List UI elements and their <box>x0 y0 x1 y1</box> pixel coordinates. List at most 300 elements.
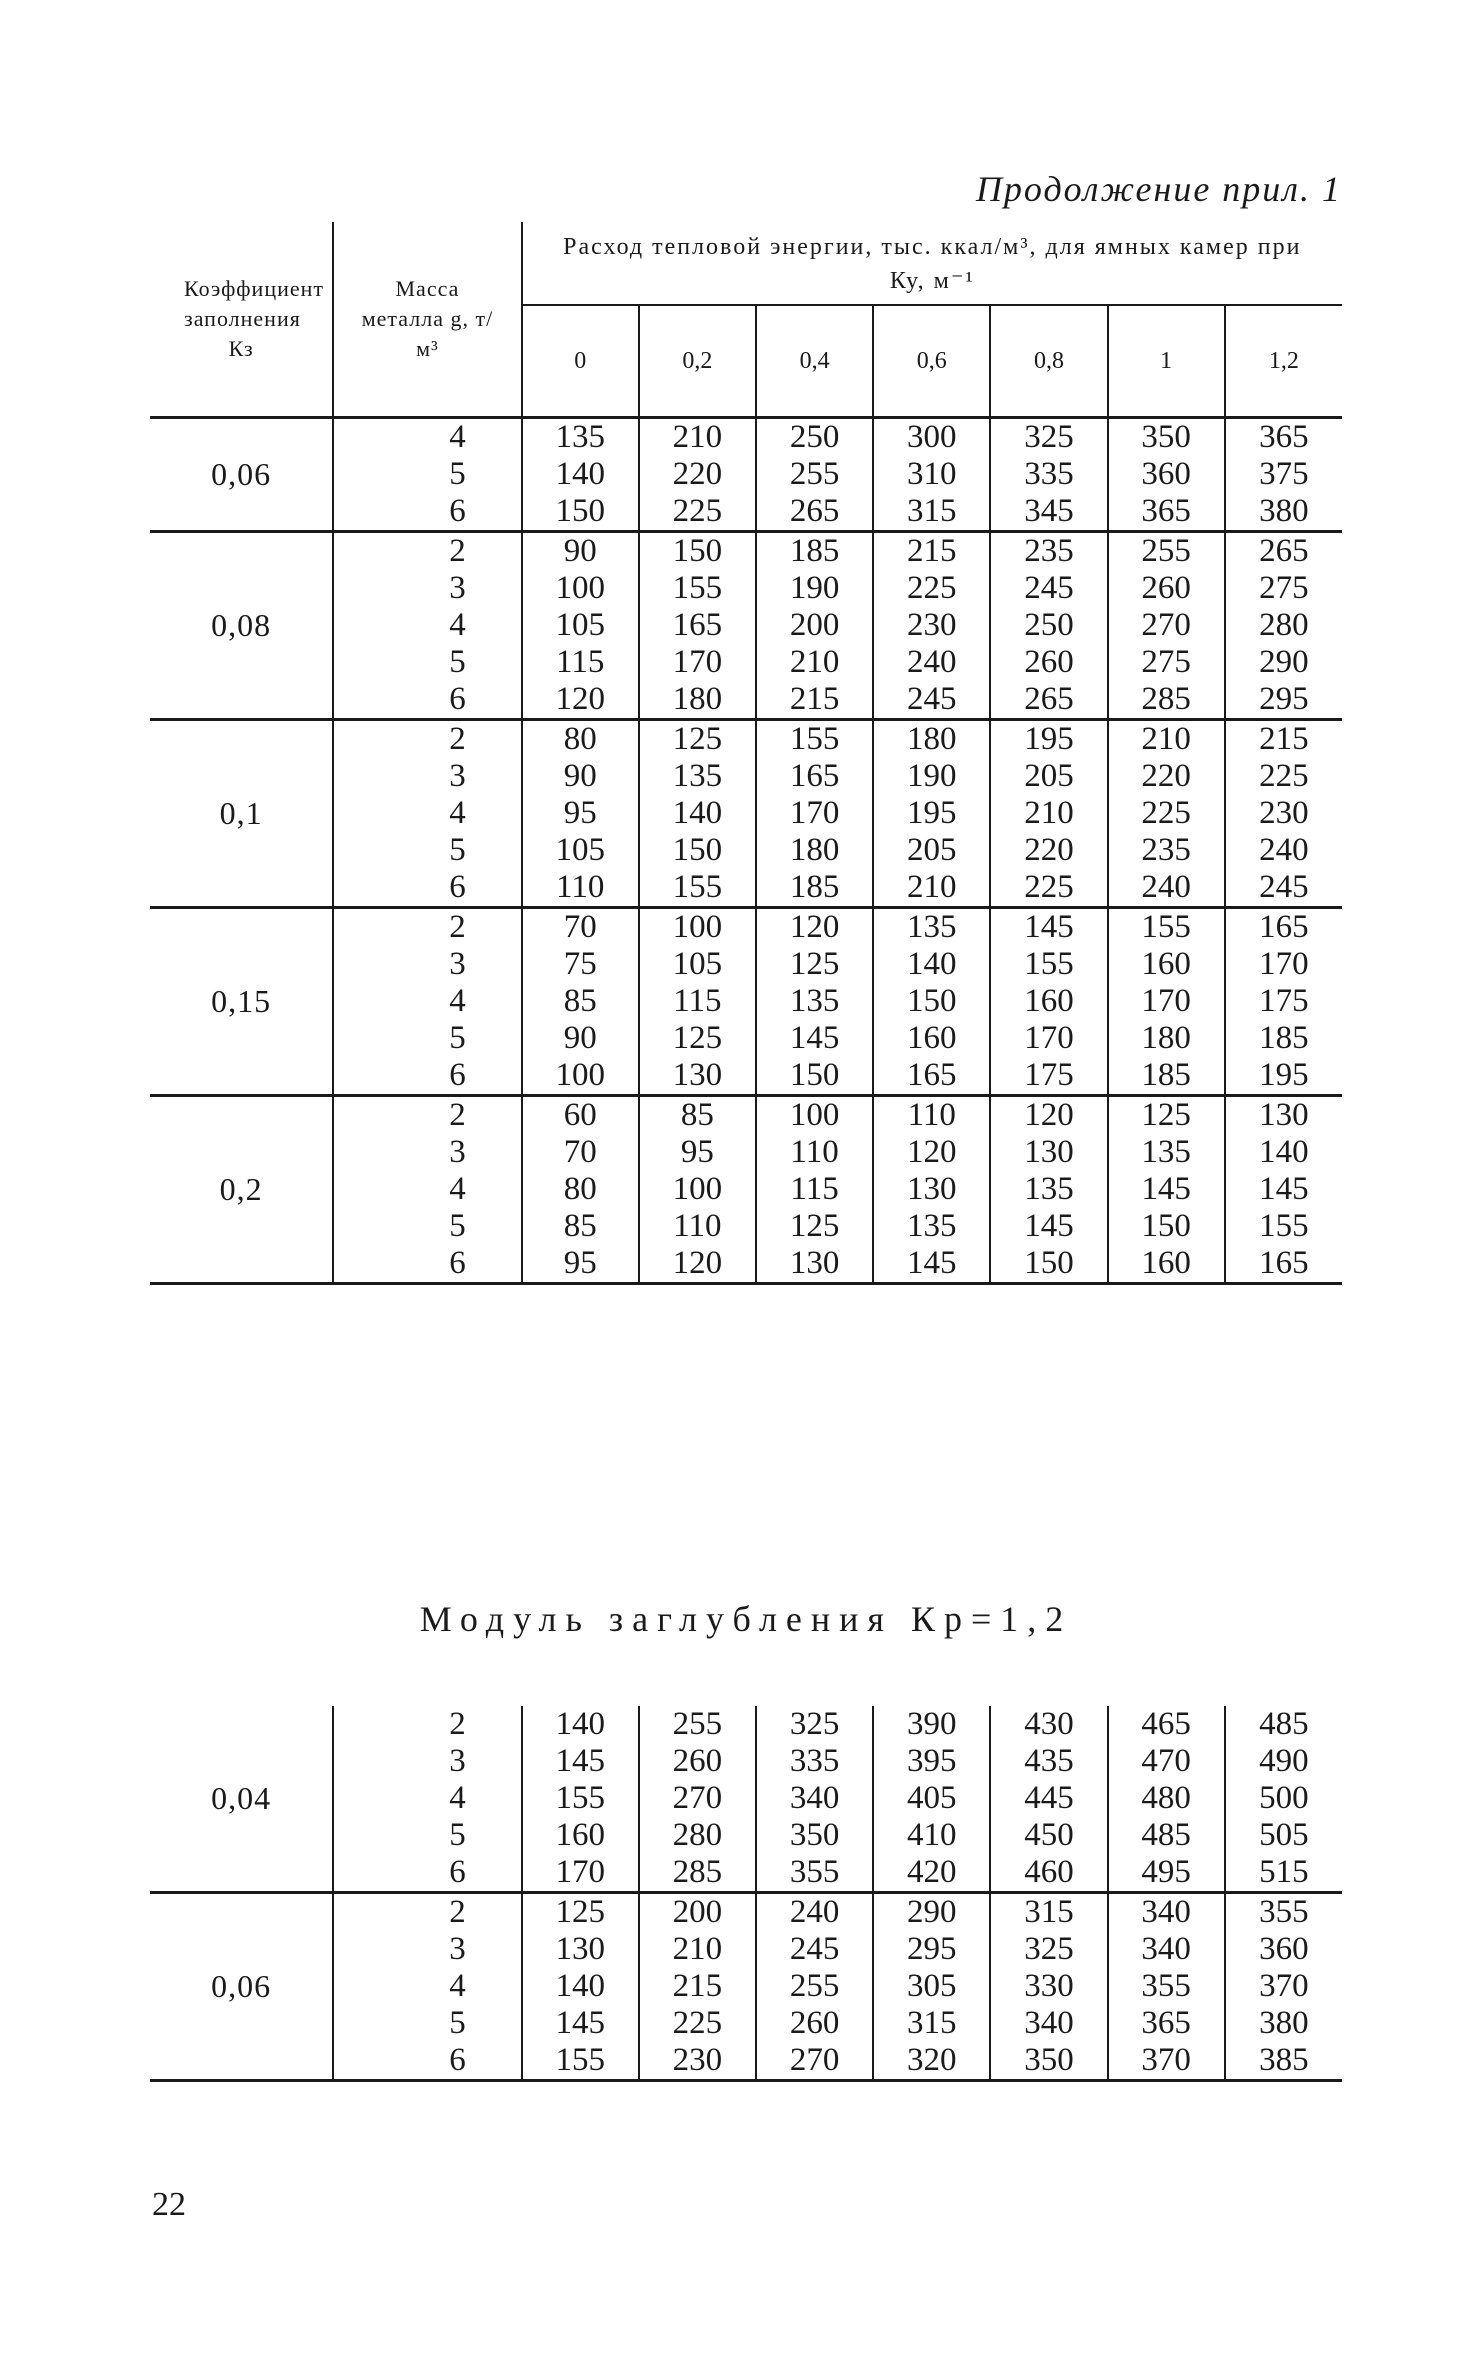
heat-value: 240 <box>1259 832 1309 868</box>
heat-value: 70 <box>563 909 597 945</box>
continuation-caption: Продолжение прил. 1 <box>975 169 1342 209</box>
heat-value: 430 <box>1024 1706 1074 1742</box>
heat-value: 225 <box>1259 758 1309 794</box>
heat-value: 135 <box>1141 1134 1191 1170</box>
heat-value: 260 <box>1141 570 1191 606</box>
heat-value-cell <box>1108 532 1225 720</box>
heat-value: 245 <box>1259 869 1309 905</box>
heat-value: 90 <box>563 758 597 794</box>
fill-coefficient-header: Коэффициент заполнения Кз <box>150 222 333 418</box>
heat-value-cell <box>1108 1706 1225 1893</box>
heat-value: 75 <box>563 946 597 982</box>
metal-mass-cell <box>333 1893 521 2081</box>
heat-value-cell <box>639 1893 756 2081</box>
heat-value: 80 <box>563 721 597 757</box>
ky-header-cell: 0,4 <box>756 306 873 418</box>
metal-mass-value: 6 <box>449 1245 466 1281</box>
heat-value: 495 <box>1141 1854 1191 1890</box>
heat-value: 330 <box>1024 1968 1074 2004</box>
heat-value: 140 <box>1259 1134 1309 1170</box>
heat-value: 505 <box>1259 1817 1309 1853</box>
heat-value: 120 <box>555 681 605 717</box>
heat-value: 155 <box>555 1780 605 1816</box>
heat-value-cell <box>990 720 1107 908</box>
heat-value: 125 <box>672 1020 723 1056</box>
heat-value: 435 <box>1024 1743 1074 1779</box>
heat-value: 160 <box>555 1817 605 1853</box>
heat-value: 125 <box>672 721 723 757</box>
heat-value: 245 <box>907 681 957 717</box>
metal-mass-value: 2 <box>449 533 466 569</box>
metal-mass-value: 5 <box>449 832 466 868</box>
heat-value: 165 <box>907 1057 957 1093</box>
heat-value: 355 <box>1141 1968 1191 2004</box>
heat-value: 90 <box>563 1020 597 1056</box>
heat-value-cell <box>990 418 1107 532</box>
heat-value: 145 <box>789 1020 840 1056</box>
heat-value: 445 <box>1024 1780 1074 1816</box>
heat-value: 150 <box>789 1057 840 1093</box>
heat-value: 275 <box>1141 644 1191 680</box>
heat-value: 270 <box>672 1780 723 1816</box>
heat-value: 95 <box>563 1245 597 1281</box>
heat-value: 230 <box>907 607 957 643</box>
heat-consumption-header: Расход тепловой энергии, тыс. ккал/м³, для ямных камер при Ку, м⁻¹ <box>522 222 1342 306</box>
heat-value: 270 <box>1141 607 1191 643</box>
metal-mass-value: 2 <box>449 1894 466 1930</box>
heat-value: 205 <box>907 832 957 868</box>
heat-value: 160 <box>1141 1245 1191 1281</box>
heat-value-cell <box>639 720 756 908</box>
metal-mass-value: 4 <box>449 795 466 831</box>
heat-value: 145 <box>1024 1208 1074 1244</box>
heat-value: 125 <box>789 946 840 982</box>
heat-value: 450 <box>1024 1817 1074 1853</box>
heat-value: 200 <box>672 1894 723 1930</box>
heat-value: 185 <box>789 869 840 905</box>
metal-mass-value: 3 <box>449 946 466 982</box>
heat-value: 95 <box>563 795 597 831</box>
heat-value: 90 <box>563 533 597 569</box>
heat-value: 310 <box>907 456 957 492</box>
heat-value-cell <box>639 1706 756 1893</box>
heat-value: 100 <box>555 1057 605 1093</box>
heat-value: 155 <box>1024 946 1074 982</box>
heat-value: 255 <box>1141 533 1191 569</box>
heat-value: 130 <box>555 1931 605 1967</box>
heat-value: 180 <box>672 681 723 717</box>
heat-value-cell <box>756 1096 873 1284</box>
heat-value: 130 <box>1259 1097 1309 1133</box>
heat-value: 150 <box>555 493 605 529</box>
fill-coefficient-cell: 0,2 <box>150 1096 333 1284</box>
heat-value: 110 <box>790 1134 839 1170</box>
heat-value: 115 <box>673 983 722 1019</box>
heat-value: 485 <box>1141 1817 1191 1853</box>
heat-value: 140 <box>907 946 957 982</box>
heat-value: 115 <box>556 644 605 680</box>
heat-value: 280 <box>672 1817 723 1853</box>
heat-value-cell <box>1108 908 1225 1096</box>
page-number: 22 <box>152 2186 186 2223</box>
heat-value: 225 <box>1024 869 1074 905</box>
heat-value: 470 <box>1141 1743 1191 1779</box>
heat-value: 120 <box>672 1245 723 1281</box>
heat-value: 365 <box>1141 493 1191 529</box>
fill-coefficient-cell: 0,08 <box>150 532 333 720</box>
heat-value-cell <box>873 908 990 1096</box>
heat-value: 140 <box>555 1968 605 2004</box>
heat-value: 350 <box>1141 419 1191 455</box>
heat-value: 295 <box>1259 681 1309 717</box>
heat-value: 195 <box>1024 721 1074 757</box>
heat-value-cell <box>522 720 639 908</box>
metal-mass-value: 5 <box>449 1817 466 1853</box>
heat-value: 135 <box>907 1208 957 1244</box>
metal-mass-value: 6 <box>449 1057 466 1093</box>
heat-value: 340 <box>789 1780 840 1816</box>
heat-value-cell <box>639 418 756 532</box>
heat-value: 255 <box>789 1968 840 2004</box>
heat-value: 85 <box>680 1097 714 1133</box>
heat-value: 205 <box>1024 758 1074 794</box>
metal-mass-cell <box>333 908 521 1096</box>
metal-mass-value: 6 <box>449 493 466 529</box>
heat-value: 140 <box>672 795 723 831</box>
heat-value: 190 <box>907 758 957 794</box>
heat-value: 250 <box>789 419 840 455</box>
heat-value: 225 <box>672 493 723 529</box>
heat-value: 120 <box>907 1134 957 1170</box>
heat-value: 315 <box>907 493 957 529</box>
heat-value-cell <box>522 1706 639 1893</box>
metal-mass-value: 5 <box>449 1020 466 1056</box>
heat-value: 150 <box>907 983 957 1019</box>
heat-value-cell <box>873 532 990 720</box>
fill-coefficient-cell: 0,06 <box>150 418 333 532</box>
heat-value: 320 <box>907 2042 957 2078</box>
heat-value: 165 <box>1259 909 1309 945</box>
heat-value: 355 <box>789 1854 840 1890</box>
heat-value: 335 <box>1024 456 1074 492</box>
heat-value: 290 <box>907 1894 957 1930</box>
heat-value: 170 <box>789 795 840 831</box>
heat-value: 235 <box>1024 533 1074 569</box>
heat-value: 130 <box>789 1245 840 1281</box>
heat-value: 305 <box>907 1968 957 2004</box>
heat-value-cell <box>1108 1096 1225 1284</box>
heat-value: 145 <box>555 1743 605 1779</box>
module-title: Модуль заглубления Кр=1,2 <box>419 1599 1073 1639</box>
heat-value: 385 <box>1259 2042 1309 2078</box>
metal-mass-value: 2 <box>449 1706 466 1742</box>
heat-value: 125 <box>1141 1097 1191 1133</box>
heat-value: 270 <box>789 2042 840 2078</box>
heat-value: 240 <box>789 1894 840 1930</box>
heat-value: 500 <box>1259 1780 1309 1816</box>
heat-value-cell <box>1225 418 1342 532</box>
heat-value: 110 <box>556 869 605 905</box>
heat-value: 350 <box>1024 2042 1074 2078</box>
heat-value: 345 <box>1024 493 1074 529</box>
heat-value-cell <box>639 532 756 720</box>
heat-value: 200 <box>789 607 840 643</box>
table-row-block <box>150 908 1342 1096</box>
heat-value: 315 <box>907 2005 957 2041</box>
table-row-block <box>150 532 1342 720</box>
heat-value: 215 <box>789 681 840 717</box>
heat-value: 110 <box>907 1097 956 1133</box>
heat-value: 225 <box>672 2005 723 2041</box>
heat-value: 410 <box>907 1817 957 1853</box>
heat-value-cell <box>756 1706 873 1893</box>
fill-coefficient-cell: 0,06 <box>150 1893 333 2081</box>
heat-value: 360 <box>1259 1931 1309 1967</box>
fill-coefficient-cell: 0,04 <box>150 1706 333 1893</box>
heat-value-cell <box>522 1096 639 1284</box>
metal-mass-value: 4 <box>449 1780 466 1816</box>
heat-value: 360 <box>1141 456 1191 492</box>
heat-value: 105 <box>555 607 605 643</box>
heat-value: 230 <box>672 2042 723 2078</box>
heat-value: 100 <box>789 1097 840 1133</box>
heat-value: 375 <box>1259 456 1309 492</box>
heat-value: 185 <box>789 533 840 569</box>
heat-value: 340 <box>1141 1894 1191 1930</box>
heat-value: 155 <box>672 570 723 606</box>
heat-value-cell <box>990 1893 1107 2081</box>
heat-consumption-table <box>150 222 1342 1285</box>
heat-value: 325 <box>789 1706 840 1742</box>
heat-value: 210 <box>672 1931 723 1967</box>
ky-header-cell: 0,6 <box>873 306 990 418</box>
heat-value: 135 <box>672 758 723 794</box>
heat-value: 210 <box>789 644 840 680</box>
heat-value: 210 <box>1141 721 1191 757</box>
metal-mass-value: 6 <box>449 681 466 717</box>
table-row-block <box>150 1096 1342 1284</box>
ky-header-cell: 1,2 <box>1225 306 1342 418</box>
metal-mass-value: 4 <box>449 1968 466 2004</box>
heat-value: 240 <box>1141 869 1191 905</box>
metal-mass-value: 5 <box>449 2005 466 2041</box>
heat-value: 125 <box>555 1894 605 1930</box>
heat-value: 340 <box>1024 2005 1074 2041</box>
heat-value: 370 <box>1259 1968 1309 2004</box>
heat-value-cell <box>990 1706 1107 1893</box>
heat-value: 130 <box>1024 1134 1074 1170</box>
heat-value: 405 <box>907 1780 957 1816</box>
heat-value-cell <box>756 1893 873 2081</box>
heat-value: 245 <box>789 1931 840 1967</box>
heat-value: 180 <box>1141 1020 1191 1056</box>
heat-value: 100 <box>555 570 605 606</box>
heat-value: 170 <box>1024 1020 1074 1056</box>
heat-value: 150 <box>1141 1208 1191 1244</box>
heat-value: 290 <box>1259 644 1309 680</box>
heat-value-cell <box>1108 418 1225 532</box>
heat-value: 225 <box>1141 795 1191 831</box>
heat-value: 215 <box>907 533 957 569</box>
heat-value: 465 <box>1141 1706 1191 1742</box>
heat-value: 155 <box>1141 909 1191 945</box>
heat-value: 265 <box>789 493 840 529</box>
heat-value: 325 <box>1024 419 1074 455</box>
heat-value-cell <box>990 532 1107 720</box>
heat-value: 145 <box>1141 1171 1191 1207</box>
heat-value: 135 <box>555 419 605 455</box>
heat-value: 155 <box>672 869 723 905</box>
heat-value: 170 <box>1259 946 1309 982</box>
heat-value: 260 <box>672 1743 723 1779</box>
metal-mass-cell <box>333 1706 521 1893</box>
heat-value: 60 <box>563 1097 597 1133</box>
metal-mass-value: 3 <box>449 570 466 606</box>
heat-value: 210 <box>907 869 957 905</box>
table-row-block <box>150 1893 1342 2081</box>
heat-value: 130 <box>907 1171 957 1207</box>
heat-value: 300 <box>907 419 957 455</box>
heat-value: 195 <box>1259 1057 1309 1093</box>
heat-value: 380 <box>1259 493 1309 529</box>
heat-value: 85 <box>563 983 597 1019</box>
metal-mass-value: 6 <box>449 1854 466 1890</box>
heat-value: 100 <box>672 1171 723 1207</box>
heat-value: 255 <box>789 456 840 492</box>
heat-value: 340 <box>1141 1931 1191 1967</box>
heat-value: 480 <box>1141 1780 1191 1816</box>
heat-value: 490 <box>1259 1743 1309 1779</box>
metal-mass-value: 4 <box>449 607 466 643</box>
heat-value: 135 <box>907 909 957 945</box>
metal-mass-value: 4 <box>449 419 466 455</box>
heat-value: 165 <box>1259 1245 1309 1281</box>
fill-coefficient-cell: 0,15 <box>150 908 333 1096</box>
heat-value: 210 <box>1024 795 1074 831</box>
heat-value: 220 <box>1141 758 1191 794</box>
heat-value: 365 <box>1259 419 1309 455</box>
table-row-block <box>150 720 1342 908</box>
heat-value: 350 <box>789 1817 840 1853</box>
metal-mass-cell <box>333 532 521 720</box>
heat-value-cell <box>1225 1096 1342 1284</box>
heat-value: 220 <box>1024 832 1074 868</box>
heat-value: 195 <box>907 795 957 831</box>
heat-value: 180 <box>907 721 957 757</box>
heat-value: 170 <box>555 1854 605 1890</box>
heat-value: 265 <box>1259 533 1309 569</box>
heat-value-cell <box>990 908 1107 1096</box>
heat-value: 260 <box>789 2005 840 2041</box>
heat-value-cell <box>756 720 873 908</box>
metal-mass-value: 5 <box>449 456 466 492</box>
heat-value: 110 <box>673 1208 722 1244</box>
heat-value: 420 <box>907 1854 957 1890</box>
heat-value: 155 <box>555 2042 605 2078</box>
heat-value: 250 <box>1024 607 1074 643</box>
heat-value-cell <box>639 908 756 1096</box>
heat-value: 125 <box>789 1208 840 1244</box>
heat-value: 170 <box>672 644 723 680</box>
heat-value-cell <box>1225 720 1342 908</box>
heat-value-cell <box>873 1706 990 1893</box>
metal-mass-value: 2 <box>449 909 466 945</box>
metal-mass-value: 5 <box>449 1208 466 1244</box>
heat-value-cell <box>1108 720 1225 908</box>
heat-value-cell <box>990 1096 1107 1284</box>
table-row-block <box>150 418 1342 532</box>
heat-value: 85 <box>563 1208 597 1244</box>
heat-value: 365 <box>1141 2005 1191 2041</box>
heat-value: 145 <box>555 2005 605 2041</box>
heat-value: 235 <box>1141 832 1191 868</box>
heat-value: 135 <box>789 983 840 1019</box>
heat-value: 160 <box>1024 983 1074 1019</box>
heat-value: 240 <box>907 644 957 680</box>
heat-value-cell <box>639 1096 756 1284</box>
heat-value: 175 <box>1259 983 1309 1019</box>
metal-mass-value: 6 <box>449 869 466 905</box>
heat-value-cell <box>1108 1893 1225 2081</box>
heat-value: 285 <box>672 1854 723 1890</box>
fill-coefficient-cell: 0,1 <box>150 720 333 908</box>
heat-value: 140 <box>555 456 605 492</box>
heat-value: 515 <box>1259 1854 1309 1890</box>
heat-value-cell <box>1225 1706 1342 1893</box>
heat-value: 100 <box>672 909 723 945</box>
heat-consumption-table-kr <box>150 1706 1342 2082</box>
heat-value-cell <box>522 908 639 1096</box>
heat-value: 145 <box>1259 1171 1309 1207</box>
heat-value: 150 <box>672 533 723 569</box>
heat-value-cell <box>1225 908 1342 1096</box>
heat-value: 150 <box>672 832 723 868</box>
heat-value: 460 <box>1024 1854 1074 1890</box>
heat-value: 155 <box>789 721 840 757</box>
heat-value: 160 <box>907 1020 957 1056</box>
metal-mass-cell <box>333 418 521 532</box>
heat-value: 215 <box>672 1968 723 2004</box>
heat-value: 145 <box>907 1245 957 1281</box>
heat-value-cell <box>1225 1893 1342 2081</box>
heat-value: 295 <box>907 1931 957 1967</box>
heat-value: 255 <box>672 1706 723 1742</box>
metal-mass-cell <box>333 1096 521 1284</box>
metal-mass-value: 6 <box>449 2042 466 2078</box>
heat-value: 265 <box>1024 681 1074 717</box>
heat-value: 210 <box>672 419 723 455</box>
heat-value: 285 <box>1141 681 1191 717</box>
heat-value: 120 <box>1024 1097 1074 1133</box>
heat-value: 145 <box>1024 909 1074 945</box>
ky-header-cell: 0,8 <box>990 306 1107 418</box>
heat-value-cell <box>522 1893 639 2081</box>
heat-value-cell <box>873 1893 990 2081</box>
heat-value: 355 <box>1259 1894 1309 1930</box>
heat-value: 165 <box>789 758 840 794</box>
metal-mass-value: 3 <box>449 1134 466 1170</box>
heat-value: 325 <box>1024 1931 1074 1967</box>
heat-value: 245 <box>1024 570 1074 606</box>
heat-value: 215 <box>1259 721 1309 757</box>
heat-value: 180 <box>789 832 840 868</box>
heat-value: 485 <box>1259 1706 1309 1742</box>
metal-mass-value: 3 <box>449 758 466 794</box>
heat-value: 175 <box>1024 1057 1074 1093</box>
ky-header-cell: 1 <box>1108 306 1225 418</box>
heat-value: 315 <box>1024 1894 1074 1930</box>
metal-mass-value: 2 <box>449 721 466 757</box>
